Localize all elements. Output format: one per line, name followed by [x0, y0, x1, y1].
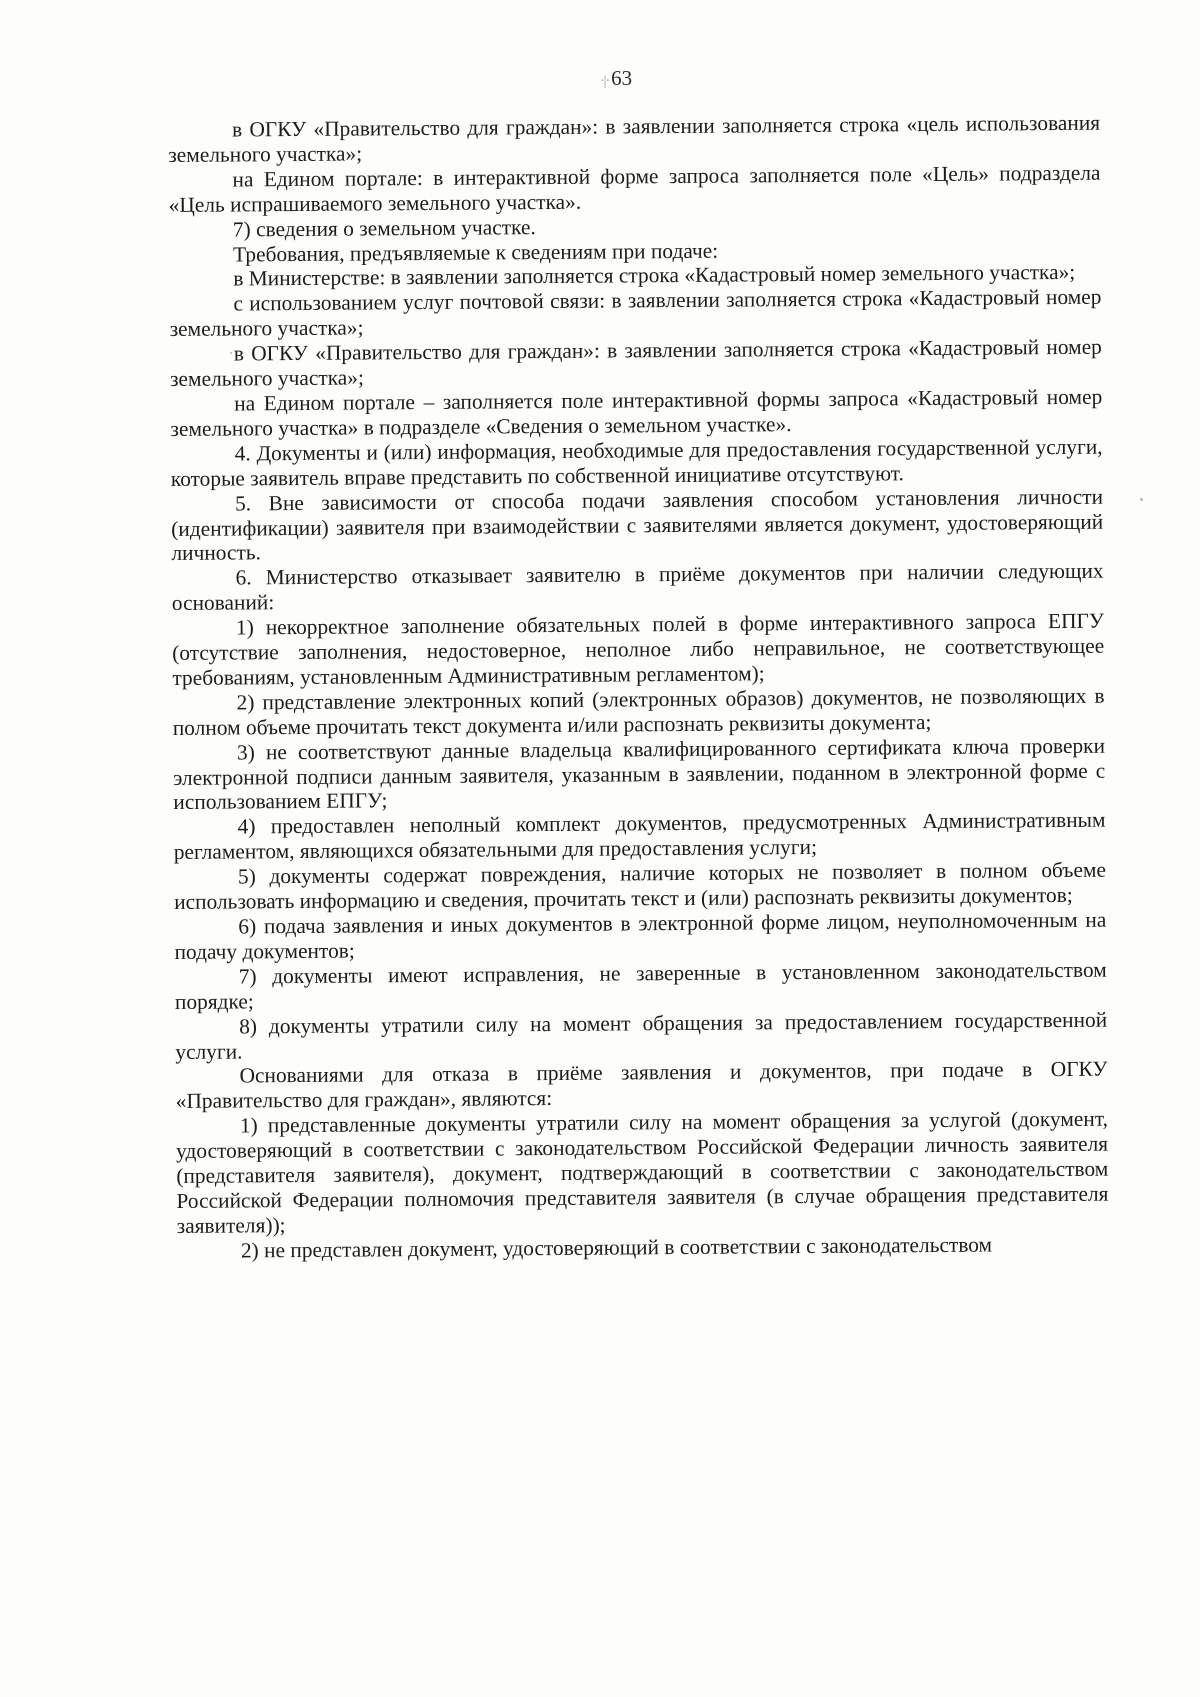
scan-speck — [230, 352, 232, 354]
paragraph: 7) документы имеют исправления, не заверенные в установленном законодательством порядке; — [174, 957, 1107, 1014]
document-body — [168, 111, 1109, 1264]
paragraph: 8) документы утратили силу на момент обращения за предоставлением государственной услуги. — [175, 1007, 1108, 1064]
scan-mark: ·|· — [600, 74, 610, 89]
paragraph: 7) сведения о земельном участке. — [232, 214, 536, 242]
paragraph: в ОГКУ «Правительство для граждан»: в заявлении заполняется строка «цель использования земельного участка»; — [168, 110, 1101, 167]
paragraph: на Едином портале – заполняется поле интерактивной формы запроса «Кадастровый номер земельного участка» в подразделе «Сведения о земельном участке». — [170, 384, 1103, 441]
paragraph: 1) некорректное заполнение обязательных полей в форме интерактивного запроса ЕПГУ (отсутствие заполнения, недостоверное, неполное либо неправильное, не соответствующее требованиям, установленным Административным регламентом); — [172, 608, 1105, 690]
paragraph: Требования, предъявляемые к сведениям при подаче: — [232, 238, 719, 267]
paragraph: 6) подача заявления и иных документов в электронной форме лицом, неуполномоченным на подачу документов; — [174, 907, 1107, 964]
paragraph: Основаниями для отказа в приёме заявления и документов, при подаче в ОГКУ «Правительство для граждан», являются: — [175, 1057, 1108, 1114]
paragraph: 5) документы содержат повреждения, наличие которых не позволяет в полном объеме использовать информацию и сведения, прочитать текст и (или) распознать реквизиты документов; — [174, 857, 1107, 915]
paragraph: 1) представленные документы утратили силу на момент обращения за услугой (документ, удостоверяющий в соответствии с законодательством Российской Федерации личность заявителя (представителя заявителя), документ, подтверждающий в соответствии с законодательством Российской Федерации полномочия представителя заявителя (в случае обращения представителя заявителя)); — [176, 1106, 1109, 1238]
page-number-value: 63 — [611, 66, 633, 90]
page-number — [600, 66, 632, 91]
paragraph: в ОГКУ «Правительство для граждан»: в заявлении заполняется строка «Кадастровый номер земельного участка»; — [169, 334, 1102, 392]
paragraph: с использованием услуг почтовой связи: в заявлении заполняется строка «Кадастровый номер земельного участка»; — [169, 285, 1102, 342]
paragraph: 2) представление электронных копий (электронных образов) документов, не позволяющих в полном объеме прочитать текст документа и/или распознать реквизиты документа; — [172, 683, 1105, 740]
paragraph: 4) предоставлен неполный комплект документов, предусмотренных Административным регламентом, являющихся обязательными для предоставления услуги; — [173, 808, 1106, 865]
paragraph: 4. Документы и (или) информация, необходимые для предоставления государственной услуги, которые заявитель вправе представить по собственной инициативе отсутствуют. — [170, 434, 1103, 491]
paragraph: 3) не соответствуют данные владельца квалифицированного сертификата ключа проверки электронной подписи данным заявителя, указанным в заявлении, поданном в электронной форме с использованием ЕПГУ; — [173, 733, 1106, 815]
paragraph: в Министерстве: в заявлении заполняется строка «Кадастровый номер земельного участка»; — [233, 260, 1076, 291]
paragraph: на Едином портале: в интерактивной форме запроса заполняется поле «Цель» подраздела «Цель испрашиваемого земельного участка». — [168, 160, 1101, 217]
paragraph: 5. Вне зависимости от способа подачи заявления способом установления личности (идентификации) заявителя при взаимодействии с заявителями является документ, удостоверяющий личность. — [171, 484, 1104, 566]
paragraph: 6. Министерство отказывает заявителю в приёме документов при наличии следующих оснований: — [171, 558, 1104, 616]
paragraph: 2) не представлен документ, удостоверяющий в соответствии с законодательством — [240, 1232, 993, 1263]
scan-speck — [1140, 498, 1143, 501]
